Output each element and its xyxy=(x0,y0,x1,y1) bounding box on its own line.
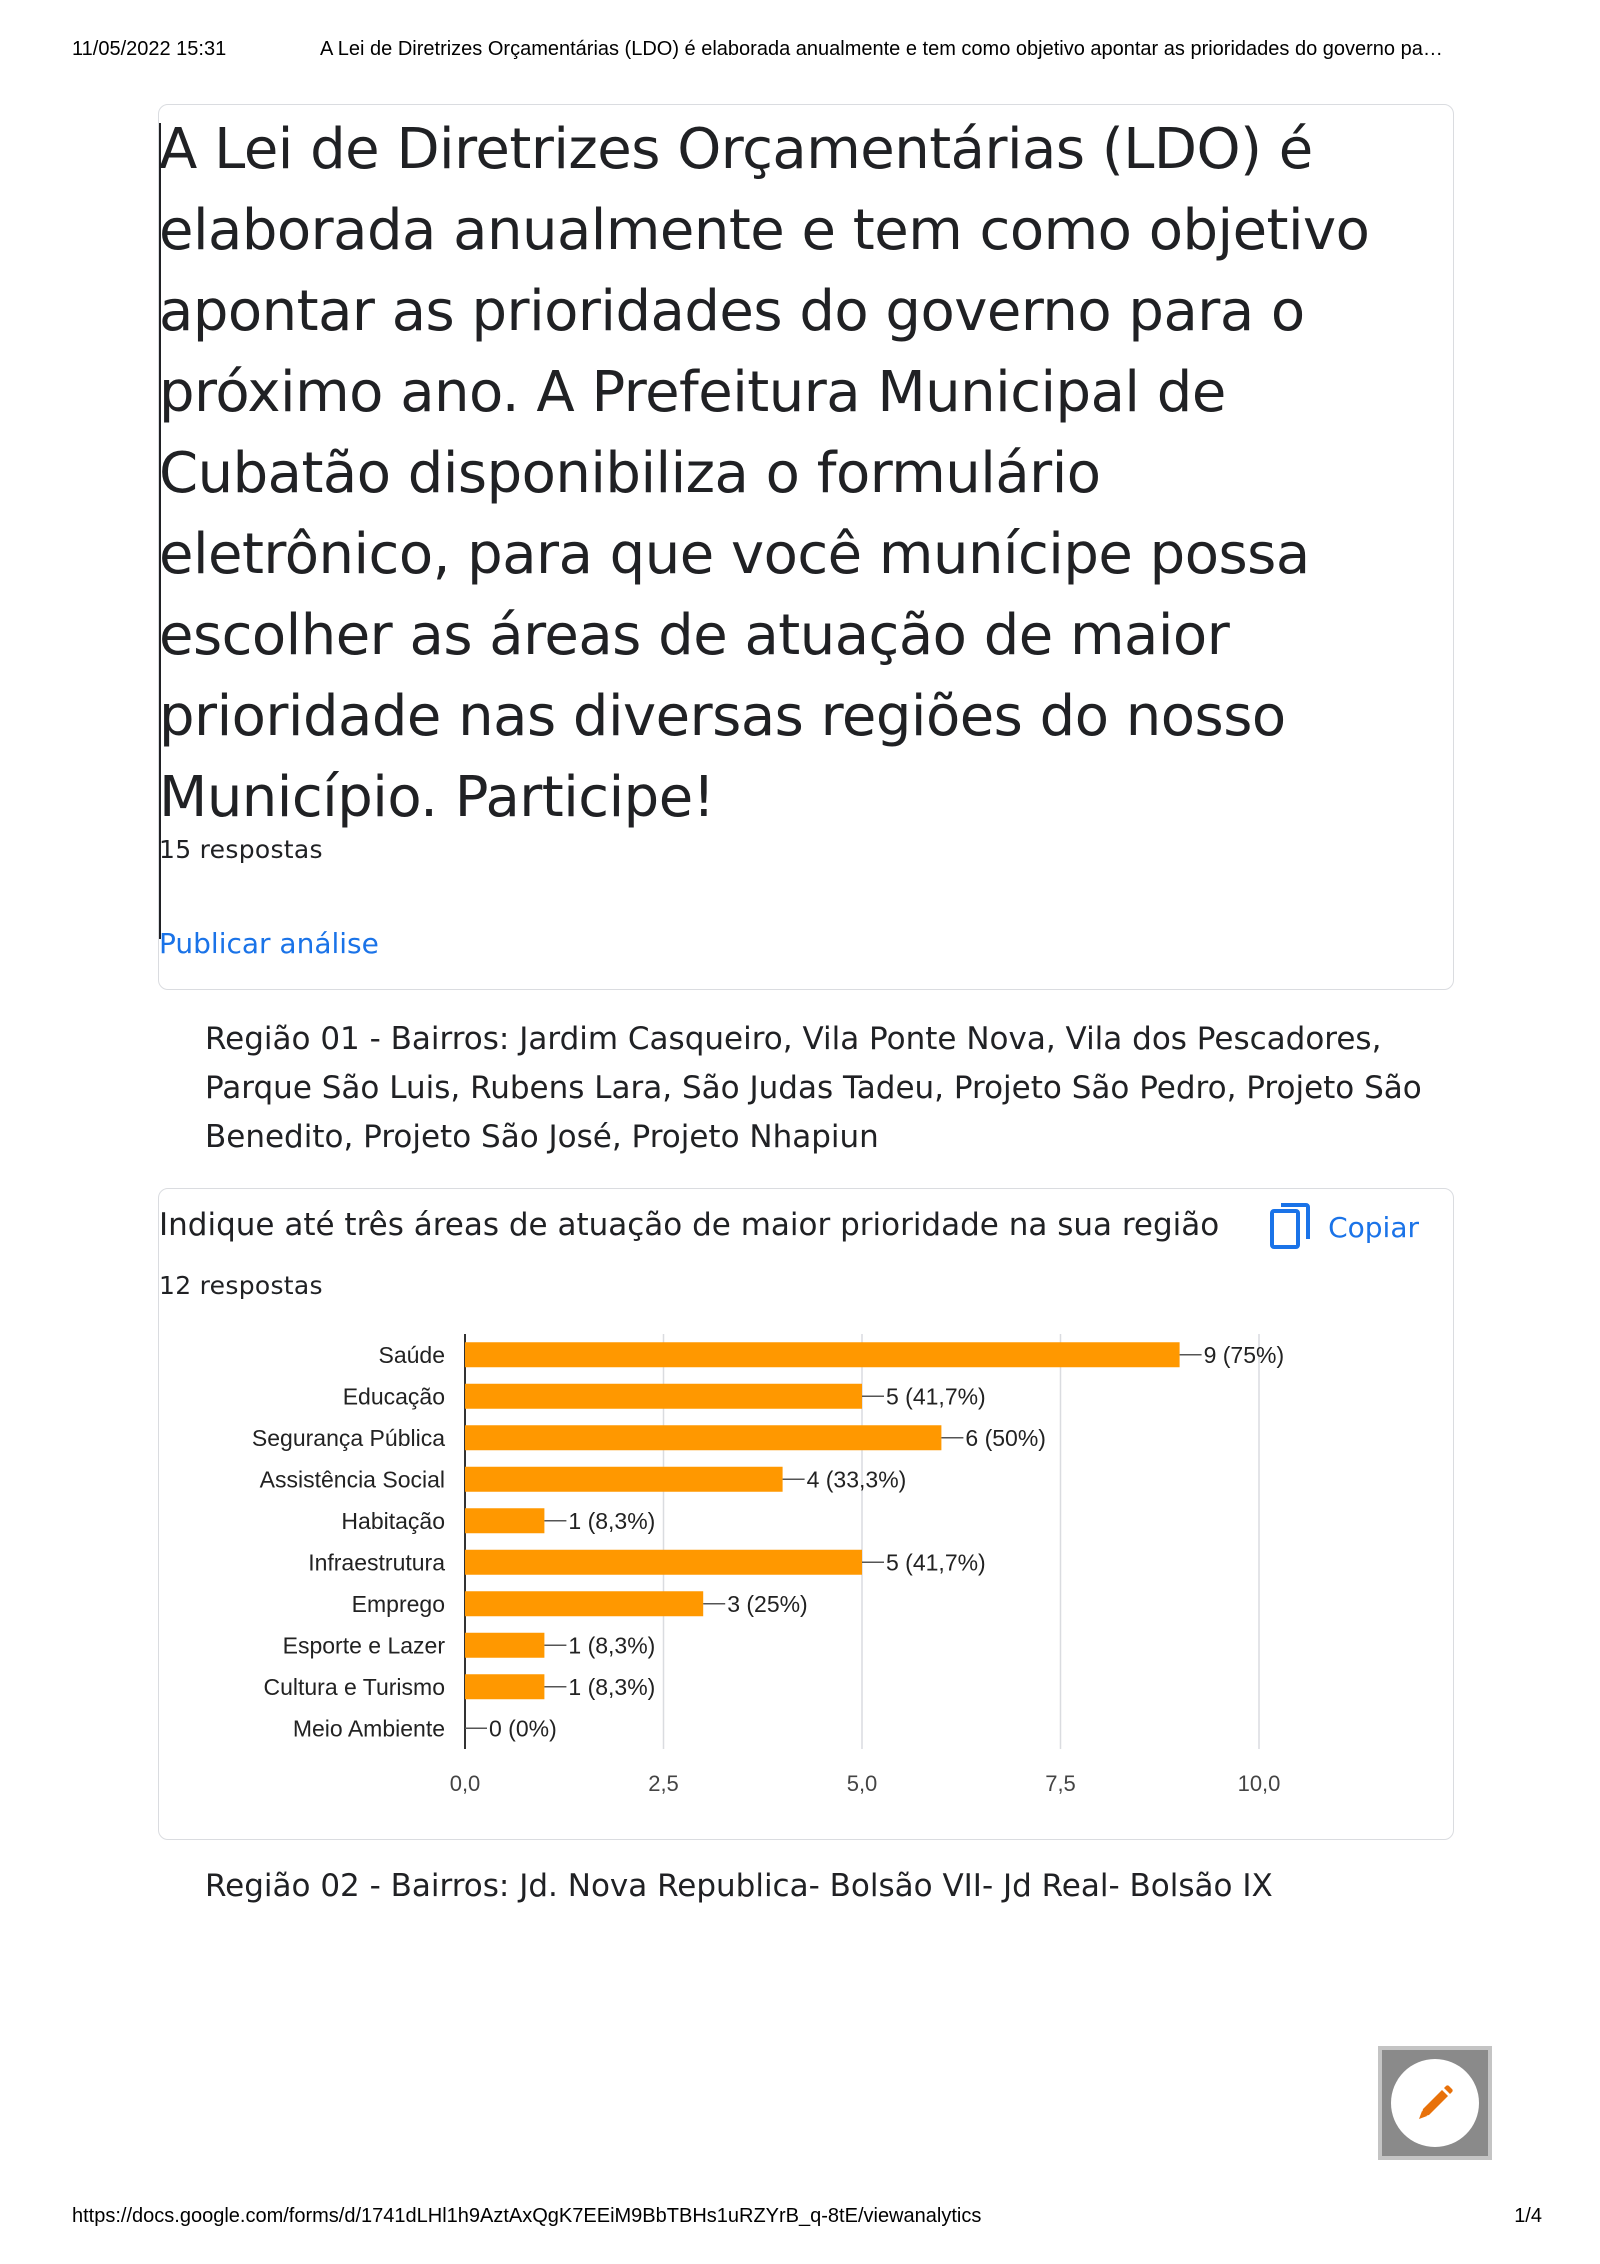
question-card xyxy=(158,1188,1454,1840)
form-title-line: prioridade nas diversas regiões do nosso xyxy=(159,684,1286,749)
x-tick-label: 7,5 xyxy=(1045,1771,1076,1796)
x-tick-label: 0,0 xyxy=(449,1771,481,1796)
bar xyxy=(465,1467,783,1492)
data-label: 1 (8,3%) xyxy=(568,1673,656,1700)
data-label: 9 (75%) xyxy=(1203,1341,1285,1368)
copy-label: Copiar xyxy=(1328,1210,1419,1244)
category-label: Saúde xyxy=(378,1341,445,1368)
form-title-line: Cubatão disponibiliza o formulário xyxy=(159,441,1101,506)
section-description-region-02 xyxy=(205,1862,1445,1911)
section-line: Benedito, Projeto São José, Projeto Nhapiun xyxy=(205,1119,879,1155)
bar-chart xyxy=(159,1329,1453,1829)
edit-fab-frame xyxy=(1378,2046,1492,2160)
x-tick-label: 10,0 xyxy=(1237,1771,1281,1796)
bar xyxy=(465,1550,862,1575)
print-header xyxy=(72,38,1542,68)
pencil-icon xyxy=(1415,2083,1455,2123)
response-count: 15 respostas xyxy=(159,835,323,864)
data-label: 5 (41,7%) xyxy=(886,1383,986,1410)
bar xyxy=(465,1508,544,1533)
print-page-number: 1/4 xyxy=(1514,2205,1542,2227)
category-label: Infraestrutura xyxy=(308,1549,445,1576)
x-tick-label: 5,0 xyxy=(846,1771,878,1796)
data-label: 4 (33,3%) xyxy=(806,1466,907,1493)
bar xyxy=(465,1591,703,1616)
form-header-card xyxy=(158,104,1454,990)
print-footer xyxy=(72,2205,1542,2235)
response-count: 12 respostas xyxy=(159,1271,323,1300)
bar xyxy=(465,1425,941,1450)
data-label: 6 (50%) xyxy=(965,1424,1046,1451)
data-label: 0 (0%) xyxy=(489,1715,557,1742)
data-label: 5 (41,7%) xyxy=(886,1549,986,1576)
category-label: Segurança Pública xyxy=(251,1424,445,1451)
form-title xyxy=(159,109,1449,838)
bar xyxy=(465,1674,544,1699)
bar xyxy=(465,1342,1180,1367)
bar xyxy=(465,1633,544,1658)
print-page-title: A Lei de Diretrizes Orçamentárias (LDO) é elaborada anualmente e tem como objetivo apontar as prioridades do governo pa… xyxy=(320,38,1443,60)
form-title-line: apontar as prioridades do governo para o xyxy=(159,279,1305,344)
category-label: Educação xyxy=(342,1383,445,1410)
form-title-line: elaborada anualmente e tem como objetivo xyxy=(159,198,1370,263)
category-label: Esporte e Lazer xyxy=(282,1632,445,1659)
data-label: 3 (25%) xyxy=(727,1590,808,1617)
section-line: Parque São Luis, Rubens Lara, São Judas Tadeu, Projeto São Pedro, Projeto São xyxy=(205,1070,1422,1106)
print-url: https://docs.google.com/forms/d/1741dLHl1h9AztAxQgK7EEiM9BbTBHs1uRZYrB_q-8tE/viewanalytics xyxy=(72,2205,982,2227)
section-line: Região 01 - Bairros: Jardim Casqueiro, Vila Ponte Nova, Vila dos Pescadores, xyxy=(205,1021,1382,1057)
data-label: 1 (8,3%) xyxy=(568,1507,656,1534)
form-title-line: escolher as áreas de atuação de maior xyxy=(159,603,1230,668)
category-label: Assistência Social xyxy=(259,1466,445,1493)
category-label: Cultura e Turismo xyxy=(263,1673,445,1700)
form-title-line: A Lei de Diretrizes Orçamentárias (LDO) é xyxy=(159,117,1313,182)
bar xyxy=(465,1384,862,1409)
copy-chart-button[interactable] xyxy=(1270,1203,1419,1251)
form-title-line: próximo ano. A Prefeitura Municipal de xyxy=(159,360,1226,425)
data-label: 1 (8,3%) xyxy=(568,1632,656,1659)
question-title: Indique até três áreas de atuação de maior prioridade na sua região xyxy=(159,1207,1220,1243)
section-line: Região 02 - Bairros: Jd. Nova Republica- Bolsão VII- Jd Real- Bolsão IX xyxy=(205,1868,1273,1904)
form-title-line: Município. Participe! xyxy=(159,765,715,830)
category-label: Emprego xyxy=(351,1590,445,1617)
publish-analysis-link[interactable]: Publicar análise xyxy=(159,927,379,960)
copy-icon xyxy=(1270,1203,1310,1251)
category-label: Meio Ambiente xyxy=(292,1715,445,1742)
form-title-line: eletrônico, para que você munícipe possa xyxy=(159,522,1310,587)
section-description-region-01 xyxy=(205,1015,1445,1162)
edit-button[interactable] xyxy=(1391,2059,1479,2147)
category-label: Habitação xyxy=(341,1507,445,1534)
x-tick-label: 2,5 xyxy=(648,1771,679,1796)
print-date: 11/05/2022 15:31 xyxy=(72,38,227,60)
